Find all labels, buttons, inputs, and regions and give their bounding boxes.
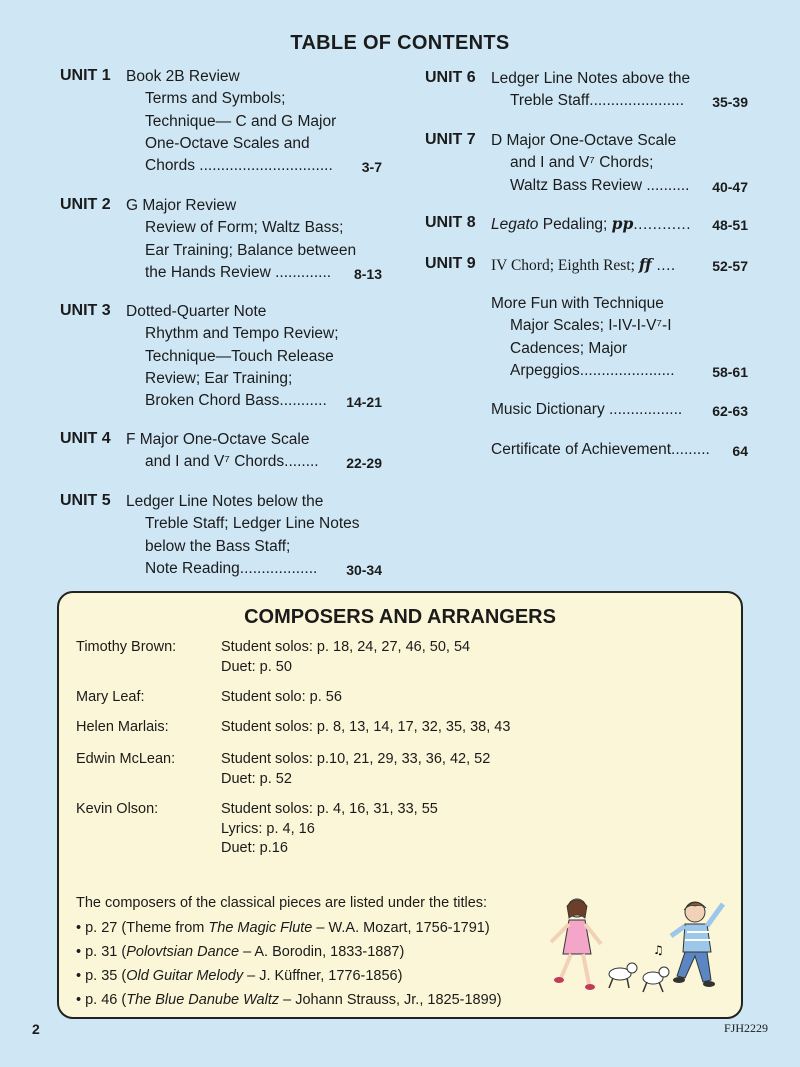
unit-title-line: Arpeggios...................... — [510, 361, 675, 379]
unit-title-line: Treble Staff; Ledger Line Notes — [145, 515, 360, 533]
dynamic-marking: ff — [638, 255, 652, 274]
unit-label: UNIT 4 — [60, 430, 111, 447]
classical-intro: The composers of the classical pieces are listed under the titles: — [76, 895, 488, 911]
leader-dots: ............ — [633, 216, 692, 233]
unit-title-line: D Major One-Octave Scale — [491, 132, 677, 149]
unit-title-line: Rhythm and Tempo Review; — [145, 325, 339, 343]
unit-label: UNIT 2 — [60, 196, 111, 213]
classical-prefix: • p. 31 ( — [76, 944, 127, 960]
page-range: 30-34 — [346, 561, 382, 578]
classical-item — [76, 966, 402, 986]
composer-name: Kevin Olson: — [76, 801, 159, 817]
page-range: 48-51 — [712, 217, 748, 233]
unit-title-line: Ledger Line Notes below the — [126, 493, 324, 510]
unit-title-line: and I and V⁷ Chords........ — [145, 453, 319, 471]
composer-name: Helen Marlais: — [76, 719, 169, 735]
composer-works: Student solos: p. 8, 13, 14, 17, 32, 35, 38, 43 — [221, 719, 511, 735]
composer-name: Mary Leaf: — [76, 689, 145, 705]
classical-title: The Magic Flute — [208, 920, 313, 936]
classical-item — [76, 918, 490, 938]
unit-label: UNIT 3 — [60, 302, 111, 319]
classical-item — [76, 990, 502, 1010]
unit-title-line: Treble Staff...................... — [510, 92, 685, 110]
unit-title-line — [491, 213, 691, 236]
unit-title-line: and I and V⁷ Chords; — [510, 154, 654, 172]
classical-prefix: • p. 46 ( — [76, 992, 127, 1008]
unit-title-line: Technique—Touch Release — [145, 347, 334, 365]
unit-title-line: Ledger Line Notes above the — [491, 70, 691, 87]
composer-name: Timothy Brown: — [76, 639, 177, 655]
unit-title-line: F Major One-Octave Scale — [126, 431, 310, 448]
title-text: IV Chord; Eighth Rest; — [491, 257, 639, 274]
unit-label: UNIT 9 — [425, 255, 476, 272]
unit-title-line: G Major Review — [126, 197, 237, 214]
unit-title-line: below the Bass Staff; — [145, 537, 291, 555]
unit-title-line: Certificate of Achievement......... — [491, 441, 710, 458]
classical-prefix: • p. 27 (Theme from — [76, 920, 209, 936]
composer-works: Student solo: p. 56 — [221, 689, 342, 705]
page-range: 35-39 — [712, 94, 748, 111]
unit-title-line — [491, 254, 676, 277]
unit-title-line: the Hands Review ............. — [145, 263, 332, 281]
unit-title-line: Broken Chord Bass........... — [145, 392, 327, 410]
unit-title-line: More Fun with Technique — [491, 295, 664, 312]
unit-title-line: Major Scales; I-IV-I-V⁷-I — [510, 317, 672, 335]
svg-text:♫: ♫ — [653, 943, 664, 957]
page-number: 2 — [32, 1021, 40, 1037]
unit-title-line: Ear Training; Balance between — [145, 241, 357, 259]
unit-label: UNIT 8 — [425, 214, 476, 231]
dynamic-marking: pp — [611, 214, 634, 233]
classical-composer: – Johann Strauss, Jr., 1825-1899) — [279, 992, 502, 1008]
unit-label: UNIT 5 — [60, 492, 111, 509]
unit-label: UNIT 6 — [425, 69, 476, 86]
composer-works: Duet: p. 52 — [221, 770, 292, 787]
composer-works: Student solos: p. 4, 16, 31, 33, 55 — [221, 801, 438, 817]
composer-works: Student solos: p.10, 21, 29, 33, 36, 42, 52 — [221, 751, 491, 767]
composer-works: Lyrics: p. 4, 16 — [221, 820, 315, 837]
unit-title-line: Note Reading.................. — [145, 559, 318, 577]
composer-works: Student solos: p. 18, 24, 27, 46, 50, 54 — [221, 639, 471, 655]
unit-title-line: Cadences; Major — [510, 339, 628, 357]
unit-title-line: Dotted-Quarter Note — [126, 303, 267, 320]
page-range: 58-61 — [712, 363, 748, 380]
unit-label: UNIT 7 — [425, 131, 476, 148]
unit-title-line: Music Dictionary ................. — [491, 401, 683, 418]
title-text: Pedaling; — [538, 216, 612, 233]
children-illustration — [535, 892, 735, 1004]
unit-label: UNIT 1 — [60, 67, 111, 84]
page-range: 14-21 — [346, 394, 382, 411]
dog-figures — [609, 943, 669, 992]
unit-title-line: One-Octave Scales and — [145, 134, 310, 152]
book-code: FJH2229 — [723, 1021, 768, 1035]
composer-name: Edwin McLean: — [76, 751, 176, 767]
classical-composer: – A. Borodin, 1833-1887) — [239, 944, 405, 960]
girl-figure — [551, 899, 601, 990]
page-range: 40-47 — [712, 178, 748, 195]
composer-works: Duet: p.16 — [221, 840, 288, 856]
classical-prefix: • p. 35 ( — [76, 968, 127, 984]
legato-term: Legato — [491, 216, 539, 233]
unit-title-line: Technique— C and G Major — [145, 112, 337, 130]
classical-composer: – J. Küffner, 1776-1856) — [243, 968, 403, 984]
classical-title: The Blue Danube Waltz — [126, 992, 280, 1008]
classical-title: Old Guitar Melody — [126, 968, 244, 984]
page-range: 62-63 — [712, 403, 748, 419]
classical-item — [76, 942, 404, 962]
page-range: 22-29 — [346, 455, 382, 472]
page-range: 52-57 — [712, 258, 748, 274]
boy-figure — [671, 902, 723, 987]
unit-title-line: Book 2B Review — [126, 68, 240, 85]
classical-composer: – W.A. Mozart, 1756-1791) — [312, 920, 490, 936]
page-range: 3-7 — [361, 159, 382, 176]
unit-title-line: Waltz Bass Review .......... — [510, 176, 690, 194]
classical-title: Polovtsian Dance — [126, 944, 240, 960]
leader-dots: .... — [651, 257, 676, 274]
unit-title-line: Review of Form; Waltz Bass; — [145, 219, 344, 237]
unit-title-line: Review; Ear Training; — [145, 369, 293, 387]
composer-works: Duet: p. 50 — [221, 658, 292, 675]
page-range: 8-13 — [353, 265, 382, 282]
composers-title: COMPOSERS AND ARRANGERS — [244, 606, 556, 628]
page-range: 64 — [732, 443, 748, 459]
unit-title-line: Terms and Symbols; — [145, 90, 286, 108]
page-title: TABLE OF CONTENTS — [290, 32, 510, 54]
unit-title-line: Chords ............................... — [145, 157, 333, 175]
